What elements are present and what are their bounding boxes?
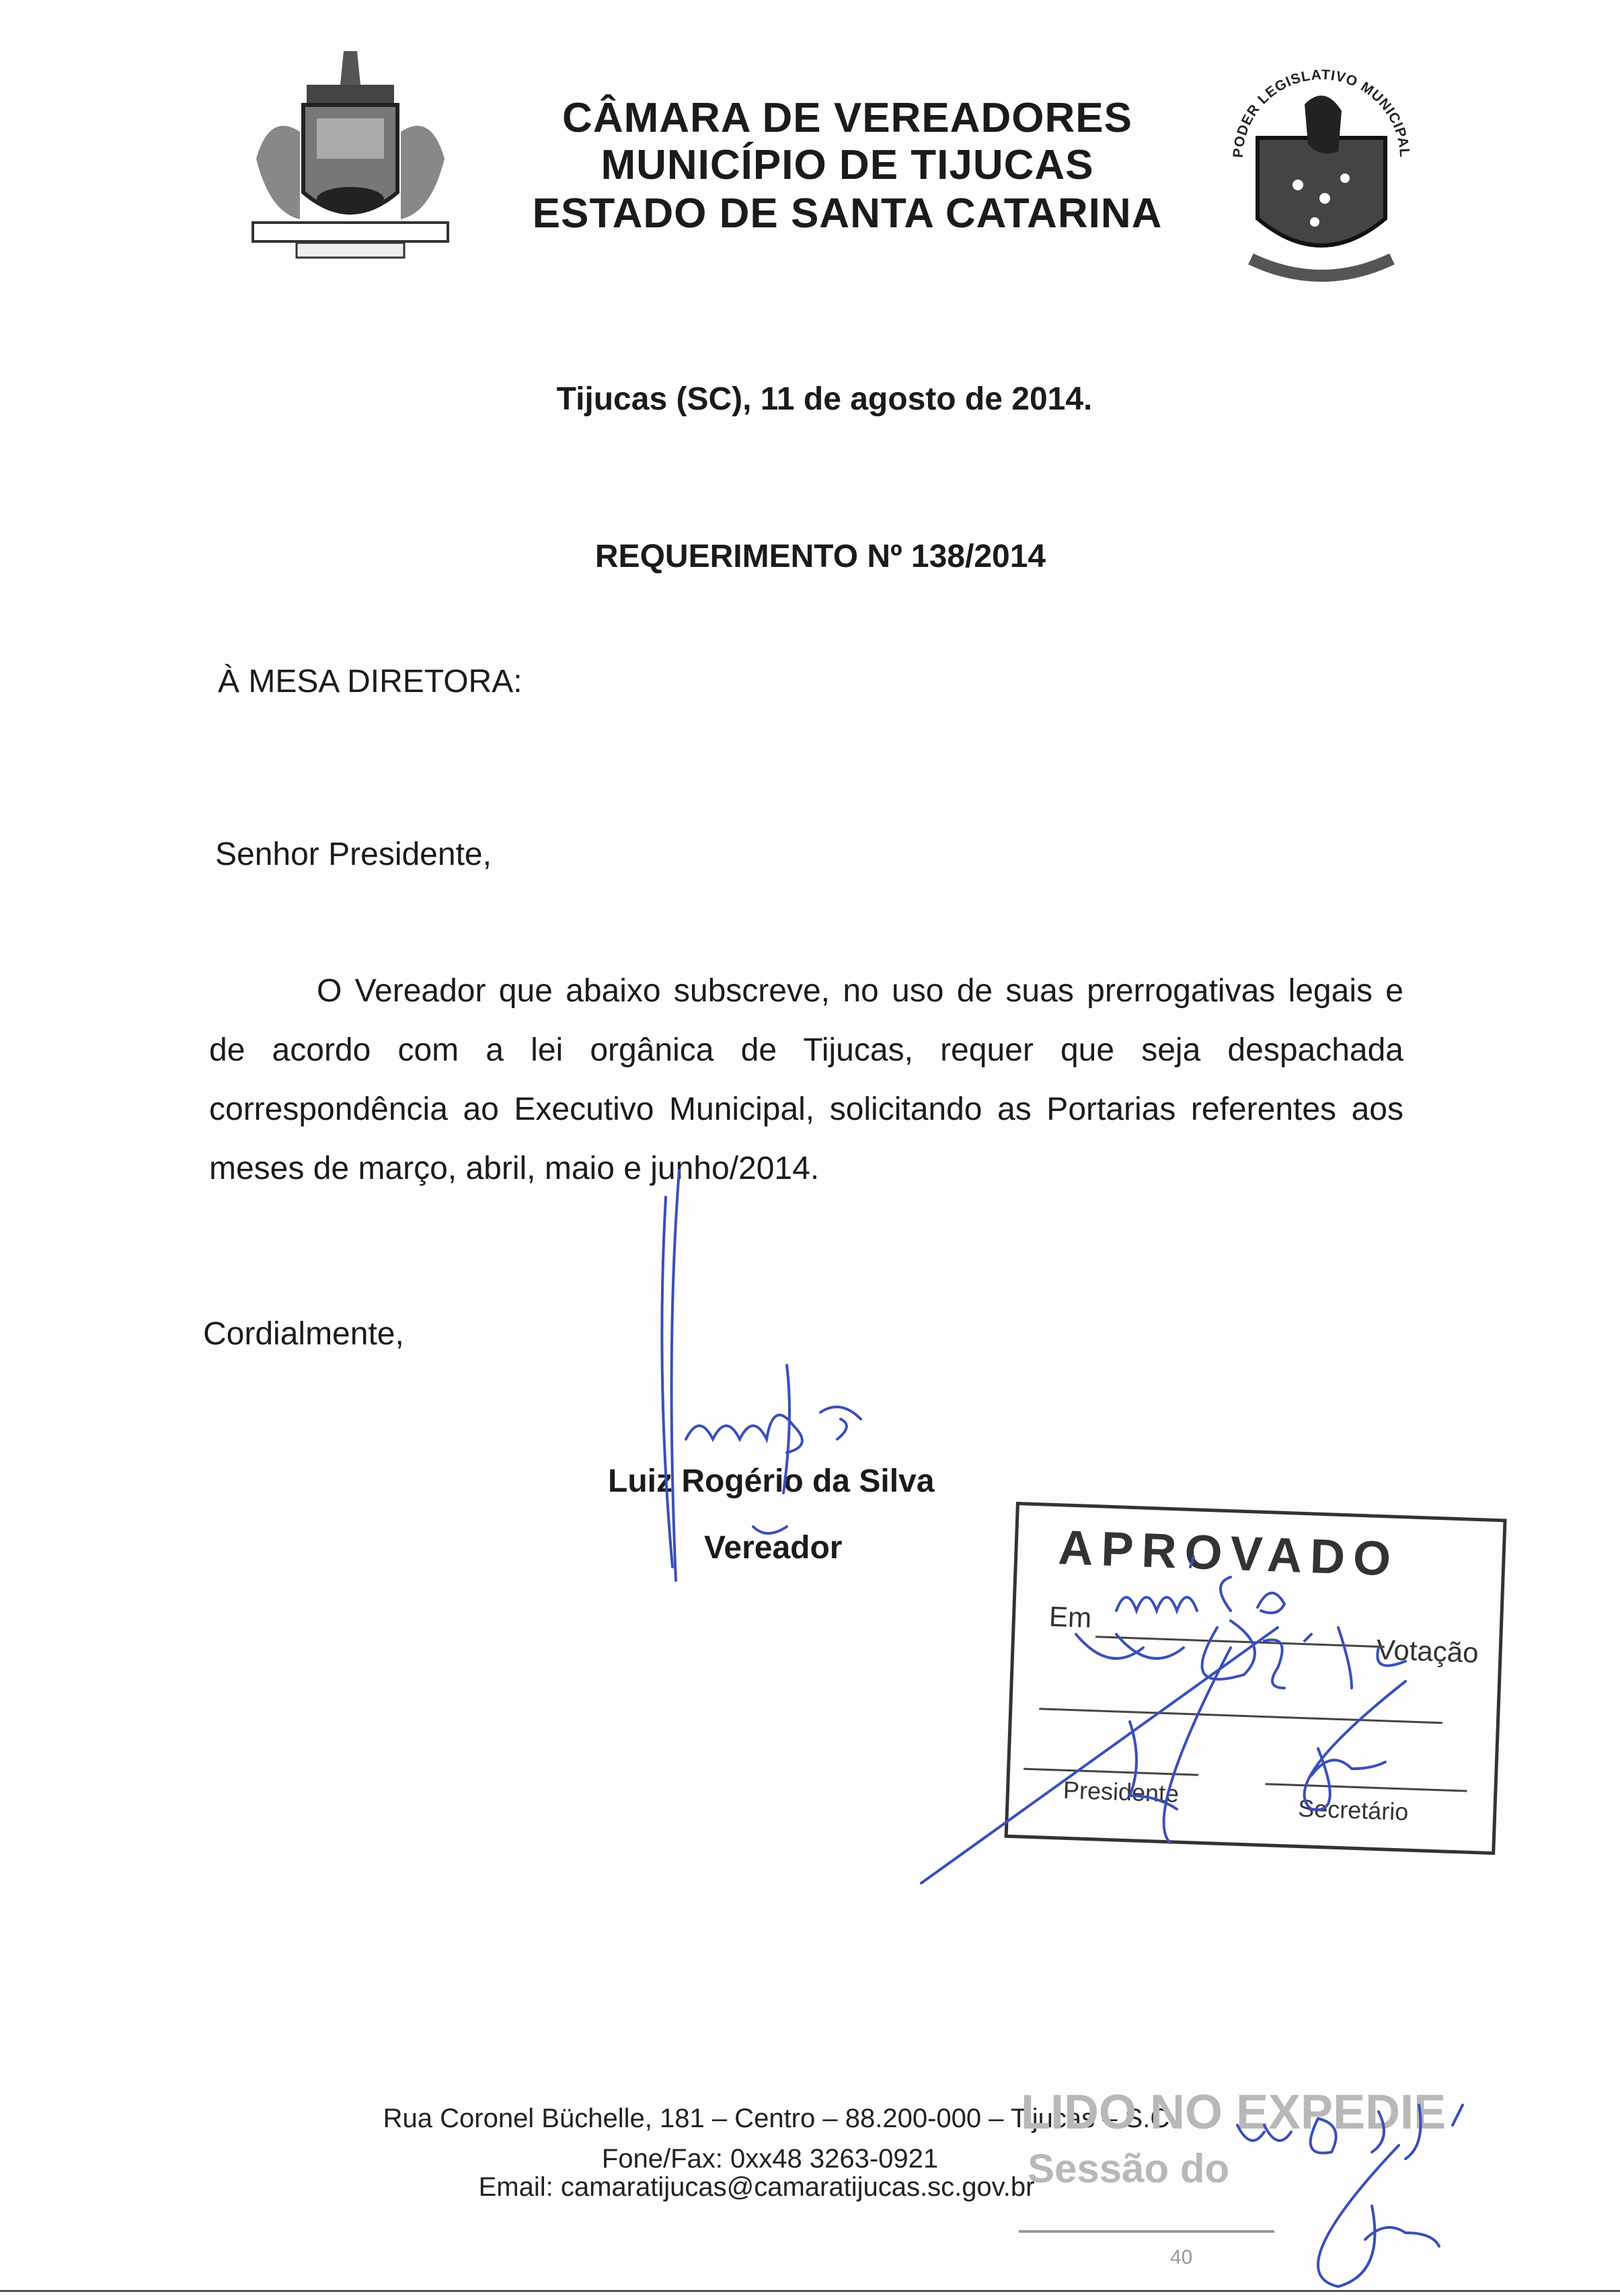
closing: Cordialmente, <box>203 1316 404 1352</box>
footer-phone: Fone/Fax: 0xx48 3263-0921 <box>601 2144 939 2174</box>
approval-votacao-label: Votação <box>1376 1633 1479 1669</box>
approval-secretario-label: Secretário <box>1297 1794 1410 1826</box>
lido-stamp-line <box>1019 2230 1274 2233</box>
lido-stamp-line2: Sessão do <box>1028 2146 1230 2191</box>
footer-email: Email: camaratijucas@camaratijucas.sc.gov.br <box>478 2172 1035 2202</box>
approval-presidente-label: Presidente <box>1063 1775 1180 1808</box>
approval-stamp <box>1005 1502 1507 1855</box>
signer-name: Luiz Rogério da Silva <box>608 1463 935 1499</box>
lido-stamp-number: 40 <box>1170 2246 1193 2268</box>
signer-role: Vereador <box>704 1530 843 1566</box>
document-date: Tijucas (SC), 11 de agosto de 2014. <box>556 381 1093 417</box>
stamp-line <box>1024 1768 1198 1776</box>
stamp-line <box>1039 1708 1442 1724</box>
header-line-2: MUNICÍPIO DE TIJUCAS <box>601 142 1094 188</box>
footer-address: Rua Coronel Büchelle, 181 – Centro – 88.200-000 – Tijucas – S.C. <box>383 2104 1178 2133</box>
scan-edge-line <box>0 2290 1620 2292</box>
header-line-3: ESTADO DE SANTA CATARINA <box>532 190 1163 237</box>
addressee: À MESA DIRETORA: <box>218 664 523 699</box>
document-title: REQUERIMENTO Nº 138/2014 <box>594 539 1046 574</box>
approval-stamp-title: APROVADO <box>1057 1521 1400 1586</box>
stamp-line <box>1266 1783 1467 1792</box>
stamp-line <box>1095 1636 1385 1648</box>
lido-stamp-line1: LIDO NO EXPEDIE <box>1021 2085 1447 2139</box>
legislative-seal-logo <box>1231 57 1412 293</box>
right-seal-text: PODER LEGISLATIVO MUNICIPAL <box>1231 67 1412 159</box>
signer-signature-ink <box>662 1170 861 1580</box>
body-paragraph: O Vereador que abaixo subscreve, no uso de suas prerrogativas legais e de acordo com a lei orgânica de Tijucas, requer que seja despachada correspondência ao Executivo Municipal, solicitando as Portarias referentes aos meses de março, abril, maio e junho/2014. <box>209 973 1403 1186</box>
salutation: Senhor Presidente, <box>215 837 492 872</box>
approval-em-label: Em <box>1048 1600 1092 1634</box>
header-line-1: CÂMARA DE VEREADORES <box>562 95 1132 141</box>
